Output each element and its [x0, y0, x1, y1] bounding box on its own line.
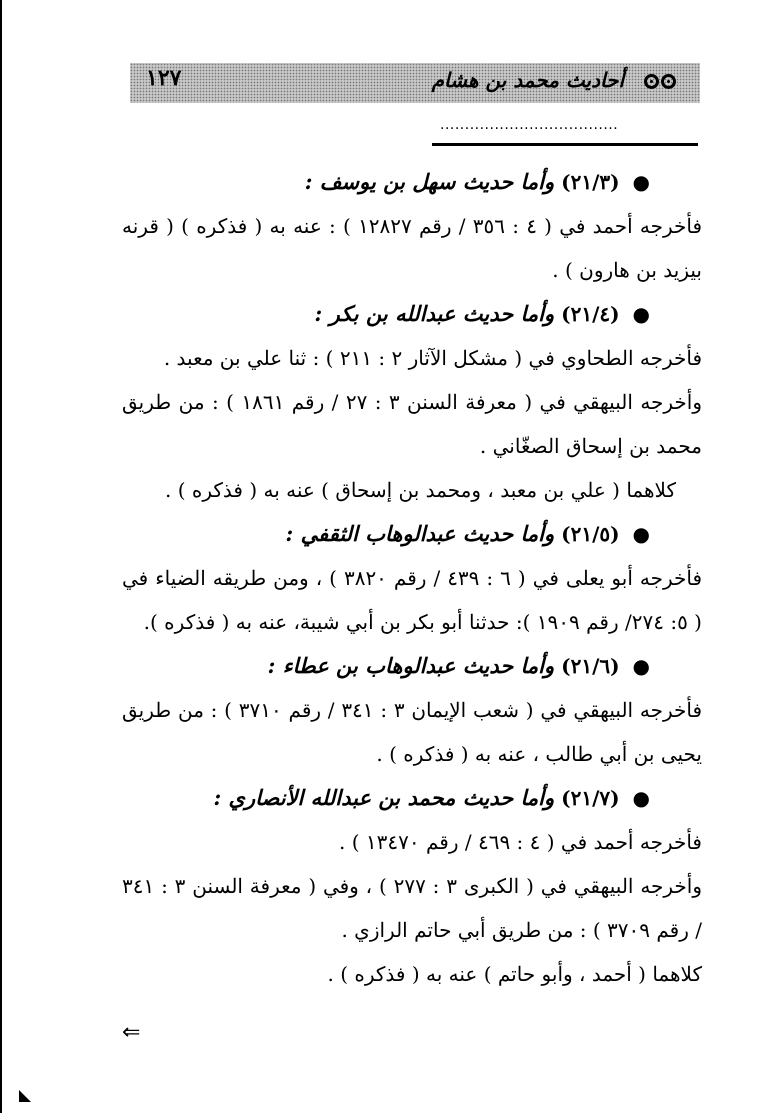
- paragraph: فأخرجه أحمد في ( ٤ : ٣٥٦ / رقم ١٢٨٢٧ ) : عنه به ( فذكره ) ( قرنه بيزيد بن هارون ) .: [122, 214, 703, 282]
- bullet-icon: ●: [632, 302, 650, 326]
- section-heading: [122, 644, 702, 688]
- paragraph: فأخرجه الطحاوي في ( مشكل الآثار ٢ : ٢١١ ) : ثنا علي بن معبد .: [163, 346, 702, 370]
- bullet-icon: ●: [632, 522, 650, 546]
- paragraph: كلاهما ( علي بن معبد ، ومحمد بن إسحاق ) عنه به ( فذكره ) .: [165, 478, 676, 502]
- page-header: [130, 63, 700, 103]
- page-body: [122, 160, 702, 996]
- paragraph: فأخرجه البيهقي في ( شعب الإيمان ٣ : ٣٤١ / رقم ٣٧١٠ ) : من طريق يحيى بن أبي طالب ، عنه به ( فذكره ) .: [122, 698, 703, 766]
- double-circle-ornament-icon: [636, 71, 676, 93]
- heading-text: وأما حديث محمد بن عبدالله الأنصاري :: [213, 785, 555, 810]
- heading-number: (٢١/٧): [561, 786, 620, 810]
- heading-number: (٢١/٣): [561, 170, 620, 194]
- heading-text: وأما حديث عبدالوهاب الثقفي :: [285, 521, 555, 546]
- section-heading: [122, 160, 702, 204]
- heading-number: (٢١/٥): [561, 522, 620, 546]
- paragraph: فأخرجه أحمد في ( ٤ : ٤٦٩ / رقم ١٣٤٧٠ ) .: [339, 830, 702, 854]
- page-left-edge: [0, 0, 2, 1113]
- page-number: ١٢٧: [146, 65, 182, 91]
- paragraph: وأخرجه البيهقي في ( الكبرى ٣ : ٢٧٧ ) ، وفي ( معرفة السنن ٣ : ٣٤١ / رقم ٣٧٠٩ ) : من طريق أبي حاتم الرازي .: [122, 874, 703, 942]
- running-title: أحاديث محمد بن هشام: [431, 68, 624, 92]
- heading-number: (٢١/٦): [561, 654, 620, 678]
- next-page-arrow-icon[interactable]: ⇐: [122, 1020, 141, 1045]
- section-heading: [122, 512, 702, 556]
- paragraph: فأخرجه أبو يعلى في ( ٦ : ٤٣٩ / رقم ٣٨٢٠ ) ، ومن طريقه الضياء في ( ٥: ٢٧٤/ رقم ١٩٠٩ ): حدثنا أبو بكر بن أبي شيبة، عنه به ( فذكره ).: [122, 566, 703, 634]
- heading-text: وأما حديث عبدالوهاب بن عطاء :: [267, 653, 555, 678]
- heading-text: وأما حديث سهل بن يوسف :: [304, 169, 555, 194]
- paragraph: كلاهما ( أحمد ، وأبو حاتم ) عنه به ( فذكره ) .: [327, 962, 702, 986]
- corner-triangle-icon: [19, 1090, 31, 1102]
- bullet-icon: ●: [632, 786, 650, 810]
- bullet-icon: ●: [632, 170, 650, 194]
- heading-text: وأما حديث عبدالله بن بكر :: [314, 301, 555, 326]
- header-dot-leader: ....................................: [440, 118, 619, 132]
- section-heading: [122, 776, 702, 820]
- section-heading: [122, 292, 702, 336]
- bullet-icon: ●: [632, 654, 650, 678]
- paragraph: وأخرجه البيهقي في ( معرفة السنن ٣ : ٢٧ / رقم ١٨٦١ ) : من طريق محمد بن إسحاق الصغّاني .: [122, 390, 703, 458]
- heading-number: (٢١/٤): [561, 302, 620, 326]
- header-rule: [432, 143, 698, 146]
